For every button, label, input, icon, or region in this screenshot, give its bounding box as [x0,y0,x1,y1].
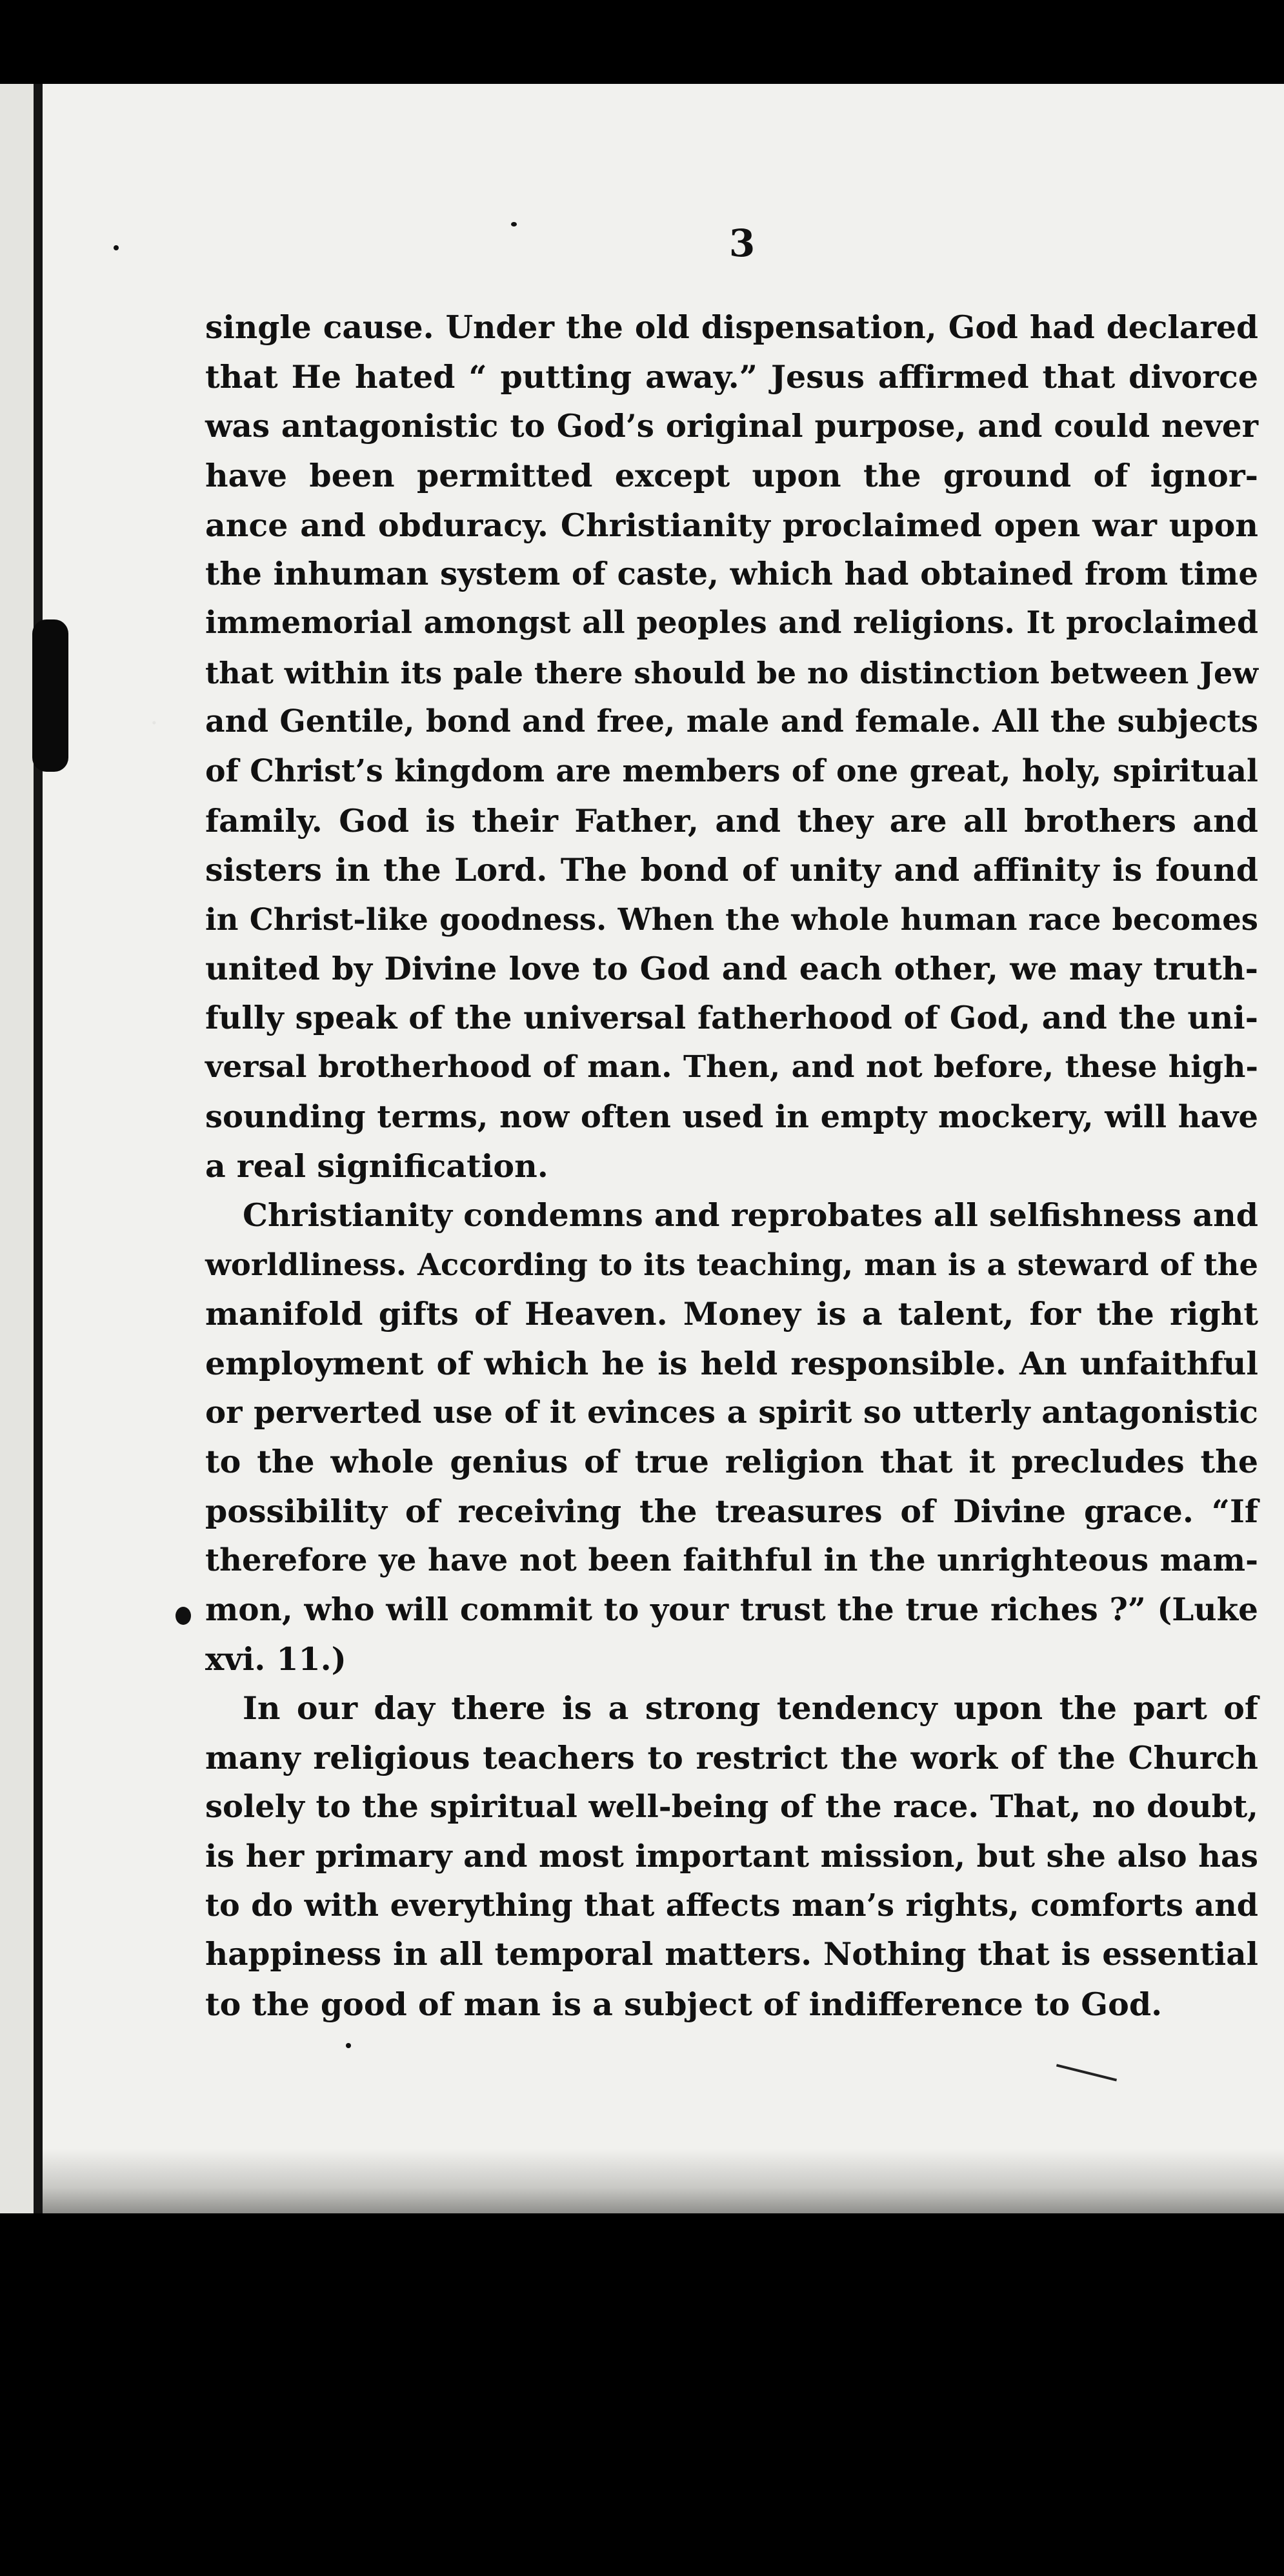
text-line: a real signification. [205,1147,548,1185]
text-line: in Christ-like goodness. When the whole human race becomes [205,901,1258,937]
ink-speck [346,2043,351,2048]
ink-speck [511,222,517,226]
text-line: mon, who will commit to your trust the true riches ?” (Luke [205,1591,1258,1628]
text-line: solely to the spiritual well-being of the race. That, no doubt, [205,1789,1258,1826]
paragraph [205,1191,1258,1684]
text-line: sisters in the Lord. The bond of unity and affinity is found [205,851,1258,889]
text-line: was antagonistic to God’s original purpose, and could never [205,408,1258,445]
ink-blot [32,619,68,772]
page-bottom-shadow [43,2149,1284,2213]
text-line: the inhuman system of caste, which had obtained from time [205,556,1258,593]
text-line: immemorial amongst all peoples and religions. It proclaimed [205,605,1258,641]
text-line: manifold gifts of Heaven. Money is a talent, for the right [205,1295,1258,1333]
text-line: versal brotherhood of man. Then, and not before, these high- [205,1049,1258,1085]
text-line: that He hated “ putting away.” Jesus affirmed that divorce [205,358,1258,396]
text-line: Christianity condemns and reprobates all selfishness and [243,1196,1258,1234]
text-line: family. God is their Father, and they are all brothers and [205,802,1258,840]
text-line: to do with everything that affects man’s rights, comforts and [205,1887,1258,1924]
page-text [205,303,1258,2029]
page-number: 3 [728,221,756,265]
text-line: and Gentile, bond and free, male and female. All the subjects [205,704,1258,740]
text-line: worldliness. According to its teaching, man is a steward of the [205,1246,1258,1282]
text-line: to the whole genius of true religion that it precludes the [205,1443,1258,1481]
text-line: sounding terms, now often used in empty mockery, will have [205,1098,1258,1135]
paragraph [205,303,1258,1191]
text-line: employment of which he is held responsible. An unfaithful [205,1344,1258,1382]
binding-edge [34,84,43,2213]
text-line: is her primary and most important mission, but she also has [205,1838,1258,1875]
text-line: therefore ye have not been faithful in the unrighteous mam- [205,1542,1258,1579]
ink-speck [114,245,119,250]
text-line: single cause. Under the old dispensation, God had declared [205,309,1258,346]
text-line: united by Divine love to God and each other, we may truth- [205,950,1258,988]
ink-speck [176,1607,191,1625]
text-line: possibility of receiving the treasures of Divine grace. “If [205,1492,1258,1530]
text-line: In our day there is a strong tendency upon the part of [243,1689,1258,1727]
text-line: of Christ’s kingdom are members of one great, holy, spiritual [205,753,1258,789]
text-line: have been permitted except upon the ground of ignor- [205,457,1258,495]
paragraph [205,1684,1258,2029]
text-line: to the good of man is a subject of indifference to God. [205,1985,1163,2023]
text-line: fully speak of the universal fatherhood of God, and the uni- [205,999,1258,1036]
text-line: ance and obduracy. Christianity proclaimed open war upon [205,506,1258,544]
text-line: many religious teachers to restrict the work of the Church [205,1738,1258,1776]
text-line: that within its pale there should be no distinction between Jew [205,655,1258,690]
text-line: or perverted use of it evinces a spirit so utterly antagonistic [205,1394,1258,1431]
text-line: xvi. 11.) [205,1640,346,1678]
text-line: happiness in all temporal matters. Nothing that is essential [205,1937,1258,1973]
page-gutter [0,84,37,2213]
